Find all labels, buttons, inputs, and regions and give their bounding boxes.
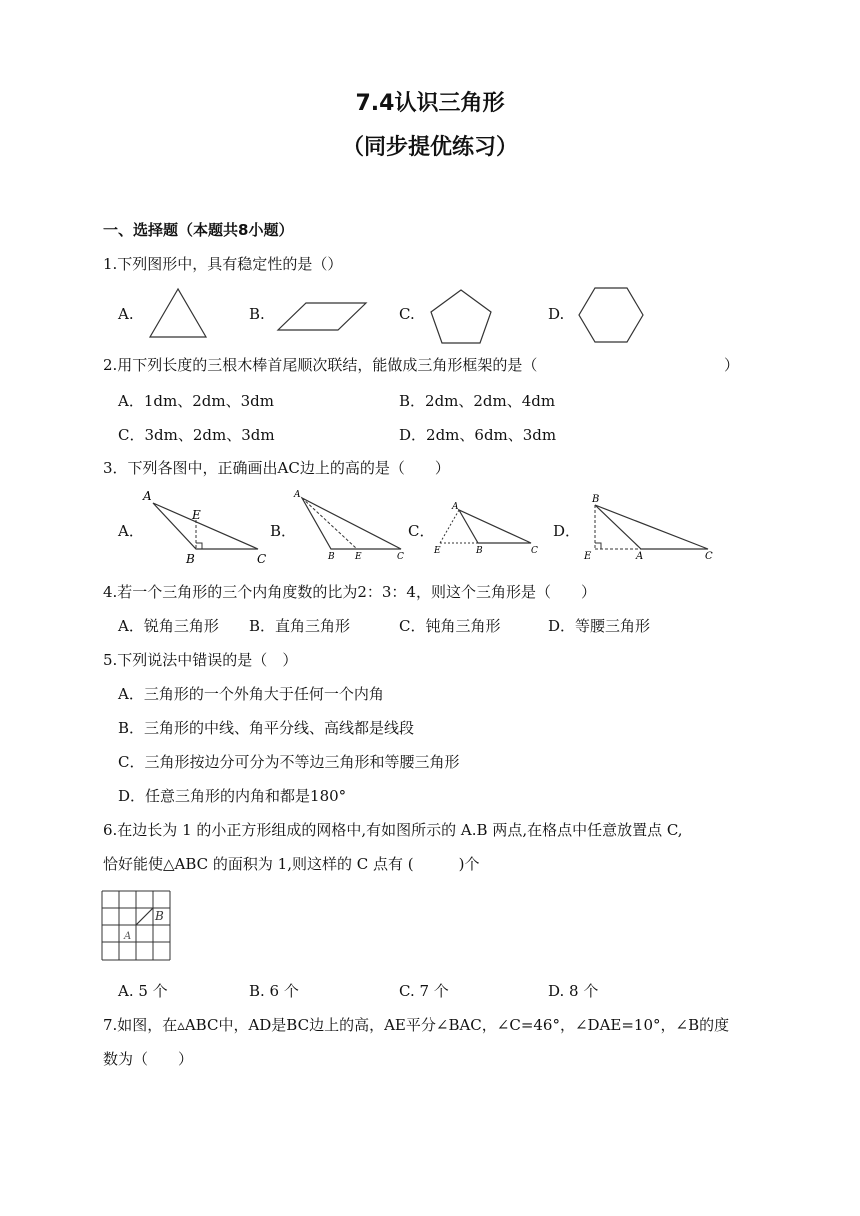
q3c-label-c: C bbox=[531, 546, 538, 556]
q1-option-c-label: C. bbox=[399, 305, 415, 323]
q6-option-d: D. 8 个 bbox=[548, 982, 599, 1000]
grid-label-b: B bbox=[155, 909, 164, 923]
q3-option-a-label: A． bbox=[118, 522, 144, 540]
q1-option-a-label: A. bbox=[118, 305, 134, 323]
q3d-label-c: C bbox=[705, 551, 713, 562]
q3c-label-e: E bbox=[434, 546, 441, 556]
q3c-label-a: A bbox=[452, 502, 459, 512]
q5-option-c: C．三角形按边分可分为不等边三角形和等腰三角形 bbox=[118, 753, 460, 771]
q6-option-b: B. 6 个 bbox=[249, 982, 299, 1000]
q4-option-c: C．钝角三角形 bbox=[399, 617, 501, 635]
question-1-stem: 1.下列图形中，具有稳定性的是（） bbox=[103, 255, 343, 273]
q3d-label-a: A bbox=[636, 551, 644, 562]
q3a-label-c: C bbox=[257, 552, 267, 566]
question-3-stem: 3．下列各图中，正确画出AC边上的高的是（ ） bbox=[103, 459, 450, 477]
q1-option-d-label: D. bbox=[548, 305, 565, 323]
question-5-stem: 5.下列说法中错误的是（ ） bbox=[103, 651, 298, 669]
q4-option-b: B．直角三角形 bbox=[249, 617, 351, 635]
q3b-label-a: A bbox=[294, 490, 301, 500]
q3-option-c-label: C． bbox=[408, 522, 435, 540]
q3b-label-e: E bbox=[355, 552, 362, 562]
q5-option-a: A．三角形的一个外角大于任何一个内角 bbox=[118, 685, 384, 703]
q4-option-d: D．等腰三角形 bbox=[548, 617, 651, 635]
question-7-stem-line1: 7.如图，在▵ABC中，AD是BC边上的高，AE平分∠BAC，∠C=46°，∠DAE=10°，∠B的度 bbox=[103, 1016, 730, 1034]
q3b-label-b: B bbox=[328, 552, 335, 562]
page-subtitle: （同步提优练习） bbox=[341, 135, 518, 160]
question-2-stem-end: ） bbox=[724, 356, 740, 374]
q3d-label-e: E bbox=[584, 551, 592, 562]
q3a-label-b: B bbox=[186, 552, 195, 566]
grid-label-a: A bbox=[124, 931, 132, 942]
q3a-label-e: E bbox=[192, 508, 201, 522]
question-6-stem-line2: 恰好能使△ABC 的面积为 1,则这样的 C 点有 ( )个 bbox=[103, 855, 480, 873]
question-2-stem: 2.用下列长度的三根木棒首尾顺次联结，能做成三角形框架的是（ bbox=[103, 356, 538, 374]
q6-option-a: A. 5 个 bbox=[118, 982, 168, 1000]
q2-option-b: B．2dm、2dm、4dm bbox=[399, 392, 556, 410]
q3-option-d-label: D． bbox=[553, 522, 581, 540]
q2-option-d: D．2dm、6dm、3dm bbox=[399, 426, 557, 444]
q4-option-a: A．锐角三角形 bbox=[118, 617, 219, 635]
section-heading: 一、选择题（本题共8小题） bbox=[103, 221, 294, 239]
page-title: 7.4认识三角形 bbox=[355, 91, 505, 116]
question-6-stem-line1: 6.在边长为 1 的小正方形组成的网格中,有如图所示的 A.B 两点,在格点中任意放置点 C, bbox=[103, 821, 683, 839]
q3c-label-b: B bbox=[476, 546, 483, 556]
q3b-label-c: C bbox=[397, 552, 404, 562]
segment-ab bbox=[136, 908, 153, 925]
q3-option-b-label: B． bbox=[270, 522, 297, 540]
q6-option-c: C. 7 个 bbox=[399, 982, 449, 1000]
question-7-stem-line2: 数为（ ） bbox=[103, 1050, 194, 1068]
question-4-stem: 4.若一个三角形的三个内角度数的比为2：3：4，则这个三角形是（ ） bbox=[103, 583, 596, 601]
q5-option-d: D．任意三角形的内角和都是180° bbox=[118, 787, 347, 805]
q3d-label-b: B bbox=[592, 494, 600, 505]
q1-option-b-label: B. bbox=[249, 305, 265, 323]
q2-option-c: C．3dm、2dm、3dm bbox=[118, 426, 275, 444]
q5-option-b: B．三角形的中线、角平分线、高线都是线段 bbox=[118, 719, 415, 737]
q2-option-a: A．1dm、2dm、3dm bbox=[118, 392, 274, 410]
q3a-label-a: A bbox=[143, 489, 152, 503]
